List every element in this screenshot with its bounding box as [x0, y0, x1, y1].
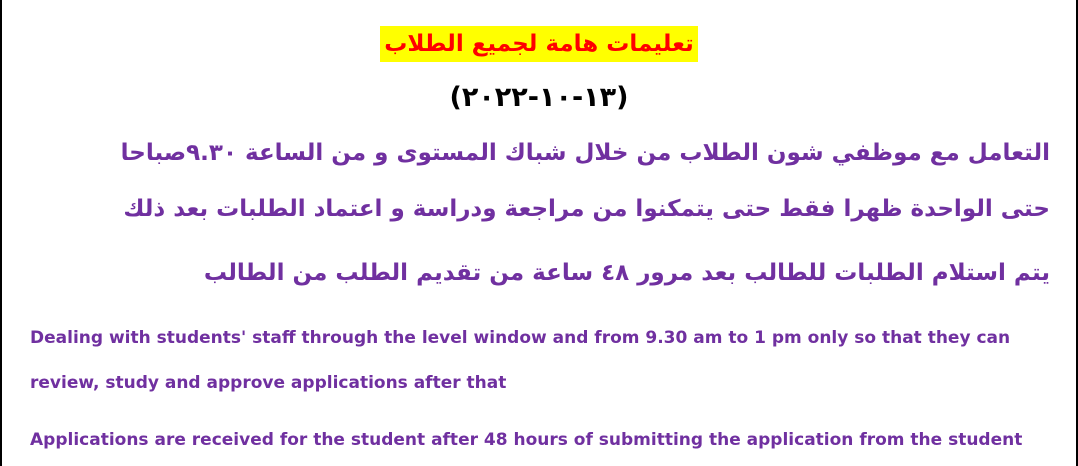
- announcement-date: (١٣-١٠-٢٠٢٢): [449, 82, 629, 113]
- page-title: تعليمات هامة لجميع الطلاب: [380, 26, 698, 62]
- english-paragraph-line-2: review, study and approve applications after that: [30, 373, 507, 393]
- english-paragraph-line-1: Dealing with students' staff through the level window and from 9.30 am to 1 pm only so that they can: [30, 328, 1011, 348]
- arabic-paragraph-line-1: التعامل مع موظفي شون الطلاب من خلال شباك المستوى و من الساعة ٩.٣٠صباحا: [120, 140, 1050, 166]
- arabic-paragraph-line-2: حتى الواحدة ظهرا فقط حتى يتمكنوا من مراجعة ودراسة و اعتماد الطلبات بعد ذلك: [123, 196, 1050, 222]
- title-container: [2, 26, 1076, 62]
- arabic-paragraph-line-3: يتم استلام الطلبات للطالب بعد مرور ٤٨ ساعة من تقديم الطلب من الطالب: [203, 260, 1050, 286]
- english-paragraph-line-3: Applications are received for the student after 48 hours of submitting the application from the student: [30, 430, 1023, 450]
